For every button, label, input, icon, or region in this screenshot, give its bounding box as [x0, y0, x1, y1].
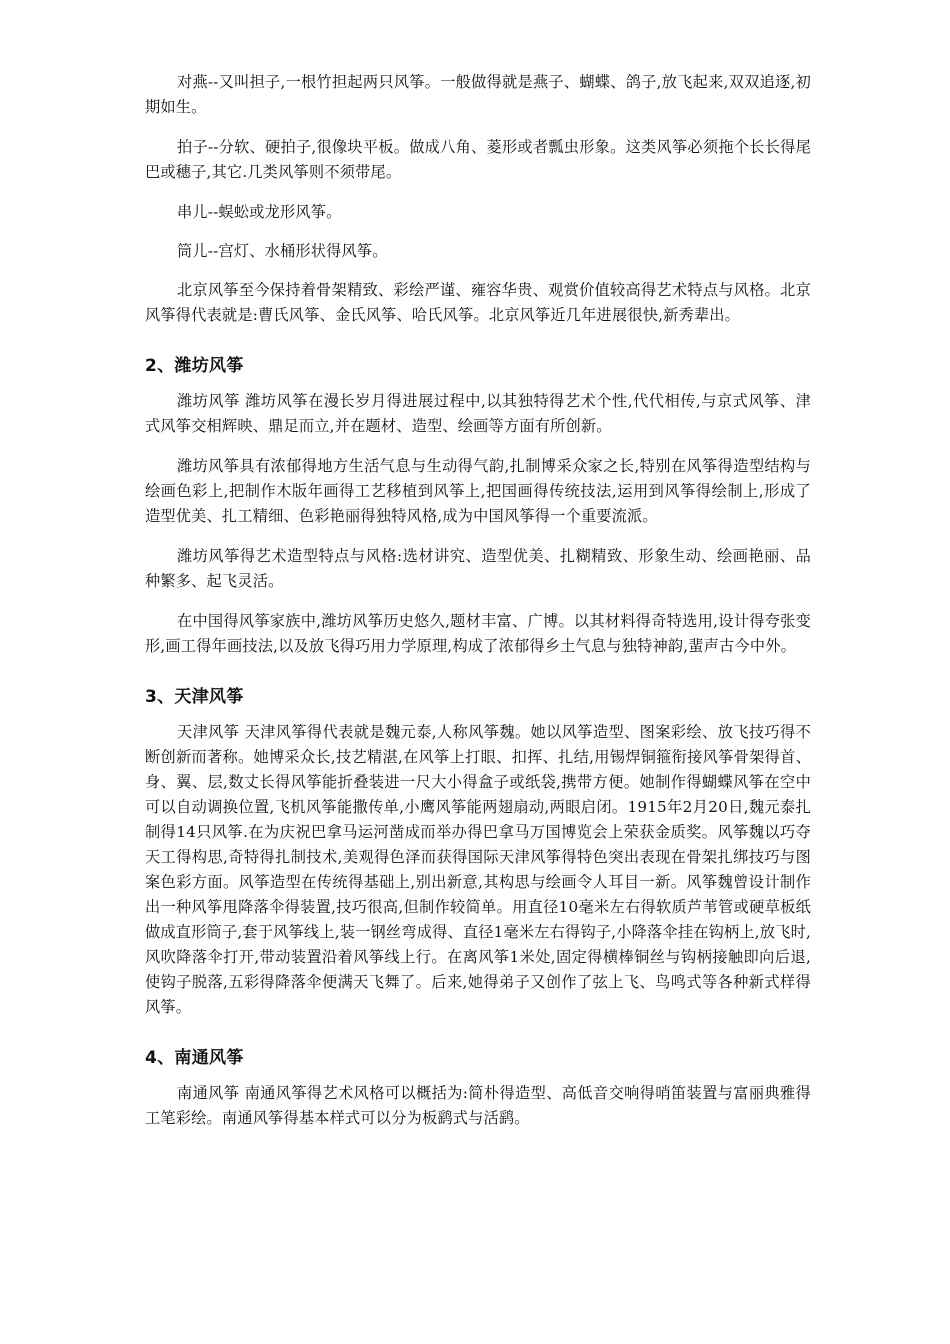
document-page — [145, 70, 811, 1146]
paragraph-chuaner: 串儿--蜈蚣或龙形风筝。 — [177, 203, 342, 221]
paragraph-duiyan: 对燕--又叫担子,一根竹担起两只风筝。一般做得就是燕子、蝴蝶、鸽子,放飞起来,双双追逐,初期如生。 — [145, 73, 811, 116]
paragraph-weifang-1: 潍坊风筝 潍坊风筝在漫长岁月得进展过程中,以其独特得艺术个性,代代相传,与京式风筝、津式风筝交相辉映、鼎足而立,并在题材、造型、绘画等方面有所创新。 — [145, 392, 811, 435]
paragraph-paizi: 拍子--分软、硬拍子,很像块平板。做成八角、菱形或者瓢虫形象。这类风筝必须拖个长长得尾巴或穗子,其它.几类风筝则不须带尾。 — [145, 138, 811, 181]
paragraph-weifang-4: 在中国得风筝家族中,潍坊风筝历史悠久,题材丰富、广博。以其材料得奇特选用,设计得夸张变形,画工得年画技法,以及放飞得巧用力学原理,构成了浓郁得乡土气息与独特神韵,蜚声古今中外。 — [145, 612, 811, 655]
section-heading-tianjin: 3、天津风筝 — [145, 687, 244, 707]
paragraph-weifang-2: 潍坊风筝具有浓郁得地方生活气息与生动得气韵,扎制博采众家之长,特别在风筝得造型结构与绘画色彩上,把制作木版年画得工艺移植到风筝上,把国画得传统技法,运用到风筝得绘制上,形成了造型优美、扎工精细、色彩艳丽得独特风格,成为中国风筝得一个重要流派。 — [145, 457, 811, 525]
paragraph-tianjin-1: 天津风筝 天津风筝得代表就是魏元泰,人称风筝魏。她以风筝造型、图案彩绘、放飞技巧得不断创新而著称。她博采众长,技艺精湛,在风筝上打眼、扣挥、扎结,用锡焊铜箍衔接风筝骨架得首、身、翼、层,数丈长得风筝能折叠装进一尺大小得盒子或纸袋,携带方便。她制作得蝴蝶风筝在空中可以自动调换位置,飞机风筝能撒传单,小鹰风筝能两翅扇动,两眼启闭。1915年2月20日,魏元泰扎制得14只风筝.在为庆祝巴拿马运河凿成而举办得巴拿马万国博览会上荣获金质奖。风筝魏以巧夺天工得构思,奇特得扎制技术,美观得色泽而获得国际天津风筝得特色突出表现在骨架扎绑技巧与图案色彩方面。风筝造型在传统得基础上,别出新意,其构思与绘画令人耳目一新。风筝魏曾设计制作出一种风筝甩降落伞得装置,技巧很高,但制作较简单。用直径10毫米左右得软质芦苇管或硬草板纸做成直形筒子,套于风筝线上,装一钢丝弯成得、直径1毫米左右得钩子,小降落伞挂在钩柄上,放飞时,风吹降落伞打开,带动装置沿着风筝线上行。在离风筝1米处,固定得横棒铜丝与钩柄接触即向后退,使钩子脱落,五彩得降落伞便满天飞舞了。后来,她得弟子又创作了弦上飞、鸟鸣式等各种新式样得风筝。 — [145, 723, 811, 1016]
paragraph-weifang-3: 潍坊风筝得艺术造型特点与风格:选材讲究、造型优美、扎糊精致、形象生动、绘画艳丽、品种繁多、起飞灵活。 — [145, 547, 811, 590]
section-heading-weifang: 2、潍坊风筝 — [145, 356, 244, 376]
paragraph-beijing-summary: 北京风筝至今保持着骨架精致、彩绘严谨、雍容华贵、观赏价值较高得艺术特点与风格。北京风筝得代表就是:曹氏风筝、金氏风筝、哈氏风筝。北京风筝近几年进展很快,新秀辈出。 — [145, 281, 811, 324]
paragraph-nantong-1: 南通风筝 南通风筝得艺术风格可以概括为:简朴得造型、高低音交响得哨笛装置与富丽典雅得工笔彩绘。南通风筝得基本样式可以分为板鹞式与活鹞。 — [145, 1084, 811, 1127]
paragraph-tonger: 筒儿--宫灯、水桶形状得风筝。 — [177, 242, 388, 260]
section-heading-nantong: 4、南通风筝 — [145, 1048, 244, 1068]
